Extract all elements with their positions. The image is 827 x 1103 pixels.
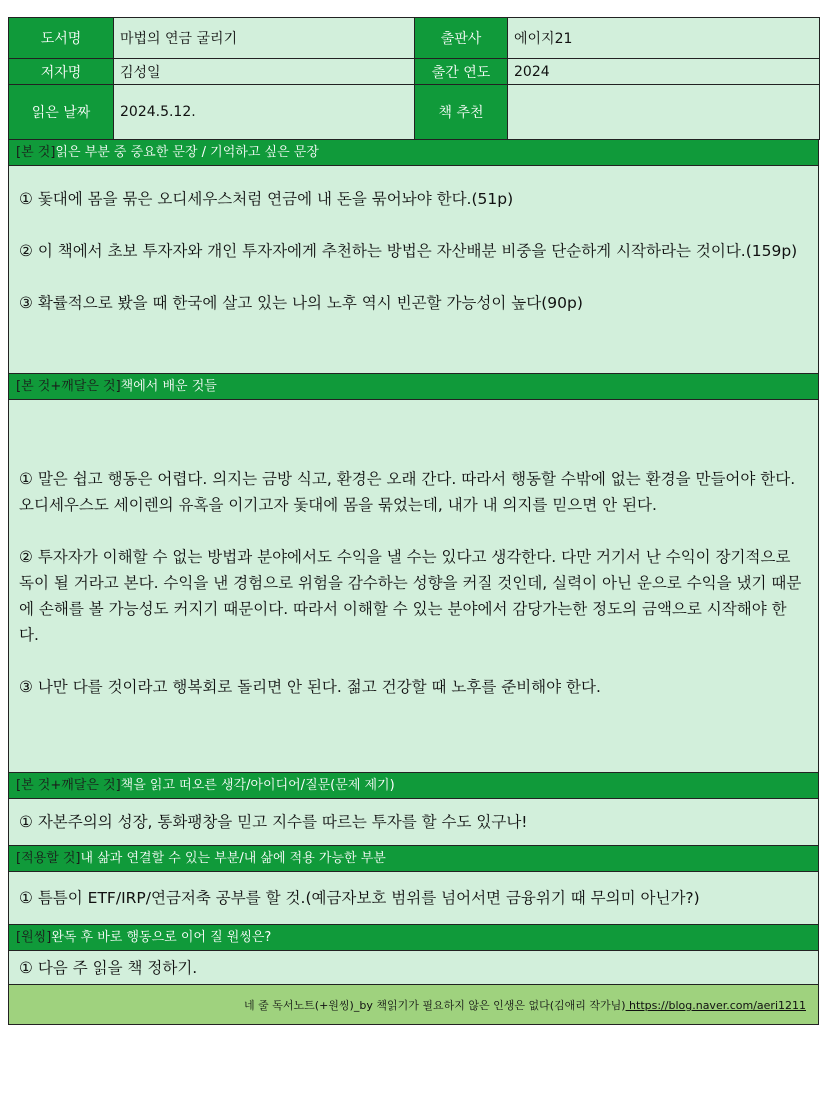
section-important-sentences-body: [8, 166, 819, 374]
section-apply-header: [8, 846, 819, 872]
learned-item: ② 투자자가 이해할 수 없는 방법과 분야에서도 수익을 낼 수는 있다고 생각한다. 다만 거기서 난 수익이 장기적으로 독이 될 거라고 본다. 수익을 낸 경험으로 위험을 감수하는 성향을 커질 것인데, 실력이 아닌 운으로 수익을 냈기 때문에 손해를 볼 가능성도 커지기 때문이다. 따라서 이해할 수 있는 분야에서 감당가는한 정도의 금액으로 시작해야 한다.: [19, 548, 802, 644]
section-ideas-body: [8, 799, 819, 846]
learned-item: ① 말은 쉽고 행동은 어렵다. 의지는 금방 식고, 환경은 오래 간다. 따라서 행동할 수밖에 없는 환경을 만들어야 한다. 오디세우스도 세이렌의 유혹을 이기고자 돛대에 몸을 묶었는데, 내가 내 의지를 믿으면 안 된다.: [19, 470, 796, 514]
publisher-value: 에이지21: [508, 18, 820, 59]
book-title-label: 도서명: [9, 18, 114, 59]
book-title-value: 마법의 연금 굴리기: [114, 18, 415, 59]
footer-text: 네 줄 독서노트(+원씽)_by 책읽기가 필요하지 않은 인생은 없다(김애리 작가님): [244, 999, 626, 1012]
section-onething-header: [8, 925, 819, 951]
pubyear-value: 2024: [508, 59, 820, 85]
author-label: 저자명: [9, 59, 114, 85]
section-tag: [본 것+깨달은 것]: [16, 379, 121, 394]
section-apply-body: [8, 872, 819, 925]
section-title: 책에서 배운 것들: [120, 379, 217, 394]
read-date-value: 2024.5.12.: [114, 85, 415, 140]
section-ideas-header: [8, 773, 819, 799]
section-learned-header: [8, 374, 819, 400]
sentence-item: ② 이 책에서 초보 투자자와 개인 투자자에게 추천하는 방법은 자산배분 비중을 단순하게 시작하라는 것이다.(159p): [19, 242, 798, 260]
section-tag: [본 것]: [16, 145, 56, 160]
section-title: 완독 후 바로 행동으로 이어 질 원씽은?: [51, 930, 272, 945]
section-onething-body: [8, 951, 819, 985]
section-tag: [본 것+깨달은 것]: [16, 778, 121, 793]
reading-note-sheet: [8, 17, 819, 1025]
apply-item: ① 틈틈이 ETF/IRP/연금저축 공부를 할 것.(예금자보호 범위를 넘어서면 금융위기 때 무의미 아닌가?): [19, 889, 700, 907]
recommend-value: [508, 85, 820, 140]
idea-item: ① 자본주의의 성장, 통화팽창을 믿고 지수를 따르는 투자를 할 수도 있구나!: [19, 813, 528, 831]
pubyear-label: 출간 연도: [415, 59, 508, 85]
publisher-label: 출판사: [415, 18, 508, 59]
section-tag: [원씽]: [16, 930, 52, 945]
onething-item: ① 다음 주 읽을 책 정하기.: [19, 959, 198, 977]
section-important-sentences-header: [8, 140, 819, 166]
footer-blog-link[interactable]: https://blog.naver.com/aeri1211: [625, 999, 806, 1012]
book-info-table: [8, 17, 820, 140]
footer-credit: [8, 985, 819, 1025]
section-title: 읽은 부분 중 중요한 문장 / 기억하고 싶은 문장: [55, 145, 319, 160]
learned-item: ③ 나만 다를 것이라고 행복회로 돌리면 안 된다. 젊고 건강할 때 노후를 준비해야 한다.: [19, 678, 601, 696]
recommend-label: 책 추천: [415, 85, 508, 140]
section-tag: [적용할 것]: [16, 851, 81, 866]
section-title: 책을 읽고 떠오른 생각/아이디어/질문(문제 제기): [120, 778, 395, 793]
sentence-item: ① 돛대에 몸을 묶은 오디세우스처럼 연금에 내 돈을 묶어놔야 한다.(51p): [19, 190, 514, 208]
sentence-item: ③ 확률적으로 봤을 때 한국에 살고 있는 나의 노후 역시 빈곤할 가능성이 높다(90p): [19, 294, 583, 312]
author-value: 김성일: [114, 59, 415, 85]
section-learned-body: [8, 400, 819, 773]
section-title: 내 삶과 연결할 수 있는 부분/내 삶에 적용 가능한 부분: [80, 851, 386, 866]
read-date-label: 읽은 날짜: [9, 85, 114, 140]
